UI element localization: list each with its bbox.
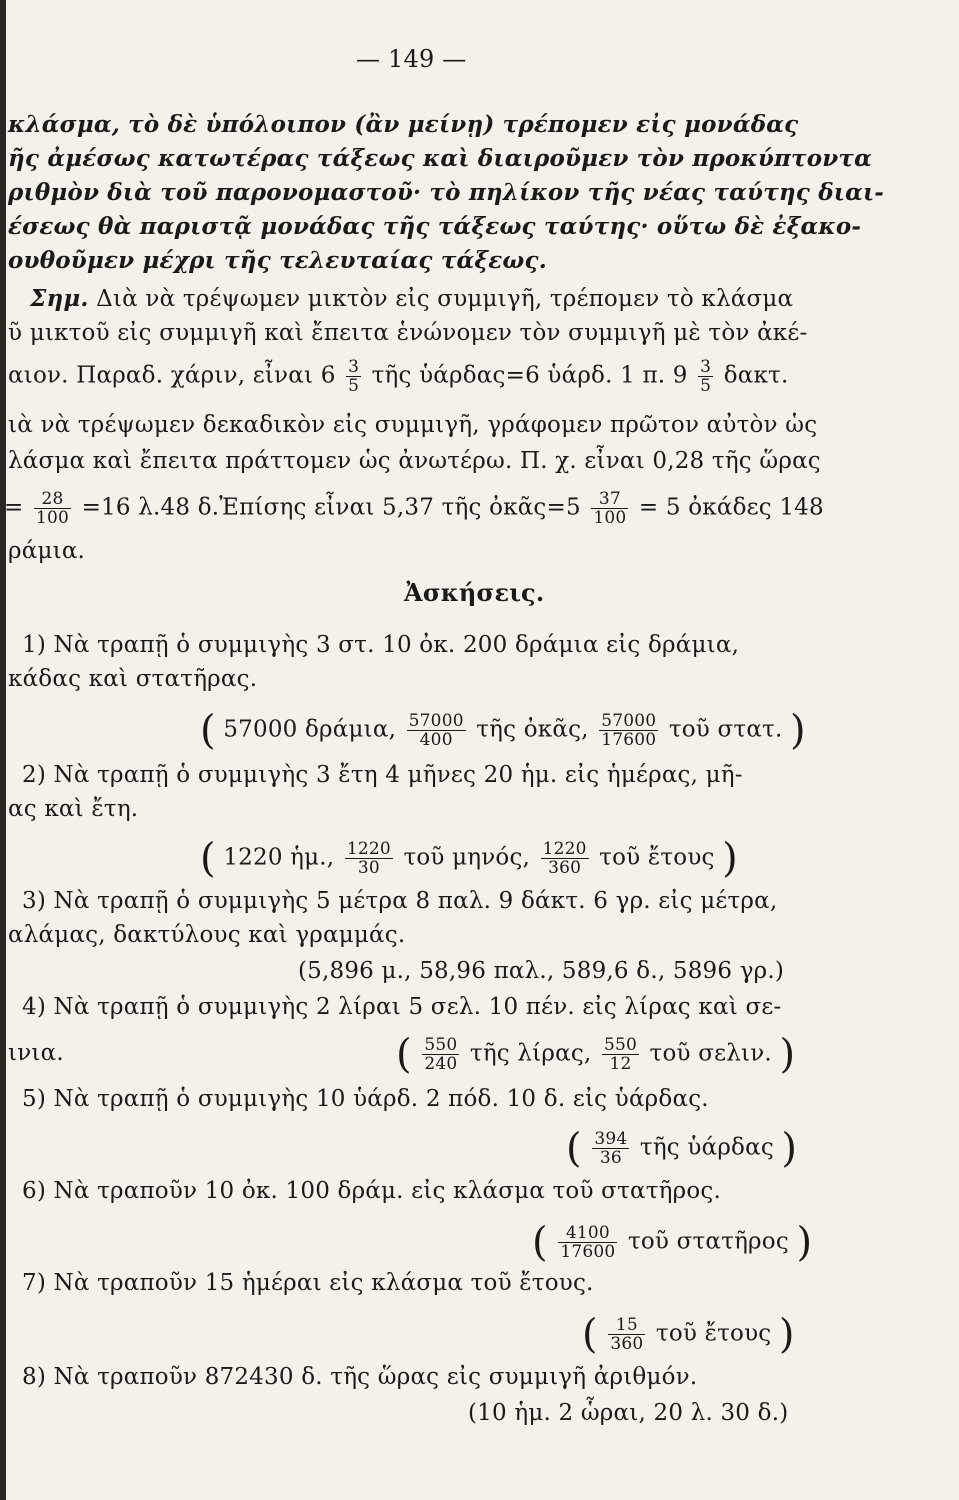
fraction-3-5-b: $\frac{3}{5}$ xyxy=(700,357,712,396)
ex2-line-1: 2) Νὰ τραπῇ ὁ συμμιγὴς 3 ἔτη 4 μῆνες 20 ἡμ. εἰς ἡμέρας, μῆ- xyxy=(22,762,743,788)
intro-line-3: ριθμὸν διὰ τοῦ παρονομαστοῦ· τὸ πηλίκον τῆς νέας ταύτης διαι- xyxy=(8,179,885,206)
note-line-3-b: τῆς ὑάρδας=6 ὑάρδ. 1 π. 9 xyxy=(371,362,688,389)
fraction-3-5-a: $\frac{3}{5}$ xyxy=(348,357,360,396)
ex3-line-2: αλάμας, δακτύλους καὶ γραμμάς. xyxy=(8,922,406,948)
note-line-6: = $\frac{28}{100}$ =16 λ.48 δ.Ἐπίσης εἶναι 5,37 τῆς ὀκᾶς=5 $\frac{37}{100}$ = 5 ὀκάδες 148 xyxy=(4,489,824,528)
page-number: — 149 — xyxy=(356,45,467,73)
ex8-line-1: 8) Νὰ τραποῦν 872430 δ. τῆς ὥρας εἰς συμμιγῆ ἀριθμόν. xyxy=(22,1364,698,1390)
ex2-line-2: ας καὶ ἔτη. xyxy=(8,796,139,822)
intro-line-4: έσεως θὰ παριστᾷ μονάδας τῆς τάξεως ταύτης· οὕτω δὲ ἐξακο- xyxy=(8,213,862,240)
page-edge-shadow xyxy=(0,0,6,1500)
intro-line-2: ῆς ἀμέσως κατωτέρας τάξεως καὶ διαιροῦμεν τὸν προκύπτοντα xyxy=(8,145,872,172)
ex5-answer: ( $\frac{394}{36}$ τῆς ὑάρδας ) xyxy=(566,1125,798,1172)
note-line-3-a: αιον. Παραδ. χάριν, εἶναι 6 xyxy=(8,362,336,389)
note-line-6-b: =16 λ.48 δ.Ἐπίσης εἶναι 5,37 τῆς ὀκᾶς=5 xyxy=(81,494,581,521)
note-line-6-c: = 5 ὀκάδες 148 xyxy=(638,494,824,521)
note-line-4: ιὰ νὰ τρέψωμεν δεκαδικὸν εἰς συμμιγῆ, γράφομεν πρῶτον αὐτὸν ὡς xyxy=(8,412,818,438)
note-label: Σημ. xyxy=(30,285,89,312)
intro-line-1: κλάσμα, τὸ δὲ ὑπόλοιπον (ἂν μείνῃ) τρέπομεν εἰς μονάδας xyxy=(8,111,799,138)
ex1-line-2: κάδας καὶ στατῆρας. xyxy=(8,666,258,692)
ex2-answer: ( 1220 ἡμ., $\frac{1220}{30}$ τοῦ μηνός, $\frac{1220}{360}$ τοῦ ἔτους ) xyxy=(200,835,738,882)
fraction-28-100: $\frac{28}{100}$ xyxy=(36,489,70,528)
ex4-answer: ( $\frac{550}{240}$ τῆς λίρας, $\frac{550}{12}$ τοῦ σελιν. ) xyxy=(396,1031,796,1078)
ex1-answer: ( 57000 δράμια, $\frac{57000}{400}$ τῆς ὀκᾶς, $\frac{57000}{17600}$ τοῦ στατ. ) xyxy=(200,707,806,754)
ex8-answer: (10 ἡμ. 2 ὧραι, 20 λ. 30 δ.) xyxy=(468,1400,789,1426)
note-line-3-c: δακτ. xyxy=(723,362,789,389)
ex3-answer: (5,896 μ., 58,96 παλ., 589,6 δ., 5896 γρ.) xyxy=(298,958,785,984)
fraction-37-100: $\frac{37}{100}$ xyxy=(593,489,627,528)
ex6-line-1: 6) Νὰ τραποῦν 10 ὀκ. 100 δράμ. εἰς κλάσμα τοῦ στατῆρος. xyxy=(22,1178,721,1204)
ex4-line-1: 4) Νὰ τραπῇ ὁ συμμιγὴς 2 λίραι 5 σελ. 10 πέν. εἰς λίρας καὶ σε- xyxy=(22,994,782,1020)
ex6-answer: ( $\frac{4100}{17600}$ τοῦ στατῆρος ) xyxy=(532,1219,813,1266)
note-line-2: ῦ μικτοῦ εἰς συμμιγῆ καὶ ἔπειτα ἑνώνομεν τὸν συμμιγῆ μὲ τὸν ἀκέ- xyxy=(8,320,808,346)
note-line-3 xyxy=(8,358,789,395)
ex7-line-1: 7) Νὰ τραποῦν 15 ἡμέραι εἰς κλάσμα τοῦ ἔτους. xyxy=(22,1270,594,1296)
intro-line-5: ουθοῦμεν μέχρι τῆς τελευταίας τάξεως. xyxy=(8,247,547,274)
ex4-line-2: ινια. xyxy=(8,1040,64,1066)
ex3-line-1: 3) Νὰ τραπῇ ὁ συμμιγὴς 5 μέτρα 8 παλ. 9 δάκτ. 6 γρ. εἰς μέτρα, xyxy=(22,888,778,914)
note-line-5: λάσμα καὶ ἔπειτα πράττομεν ὡς ἀνωτέρω. Π. χ. εἶναι 0,28 τῆς ὥρας xyxy=(8,448,821,474)
note-line-1 xyxy=(30,284,793,314)
note-line-1-text: Διὰ νὰ τρέψωμεν μικτὸν εἰς συμμιγῆ, τρέπομεν τὸ κλάσμα xyxy=(96,286,794,312)
exercises-title: Ἀσκήσεις. xyxy=(404,578,545,607)
ex7-answer: ( $\frac{15}{360}$ τοῦ ἔτους ) xyxy=(582,1311,795,1358)
note-line-7: ράμια. xyxy=(8,538,86,564)
ex5-line-1: 5) Νὰ τραπῇ ὁ συμμιγὴς 10 ὑάρδ. 2 πόδ. 10 δ. εἰς ὑάρδας. xyxy=(22,1086,709,1112)
ex1-line-1: 1) Νὰ τραπῇ ὁ συμμιγὴς 3 στ. 10 ὀκ. 200 δράμια εἰς δράμια, xyxy=(22,632,740,658)
